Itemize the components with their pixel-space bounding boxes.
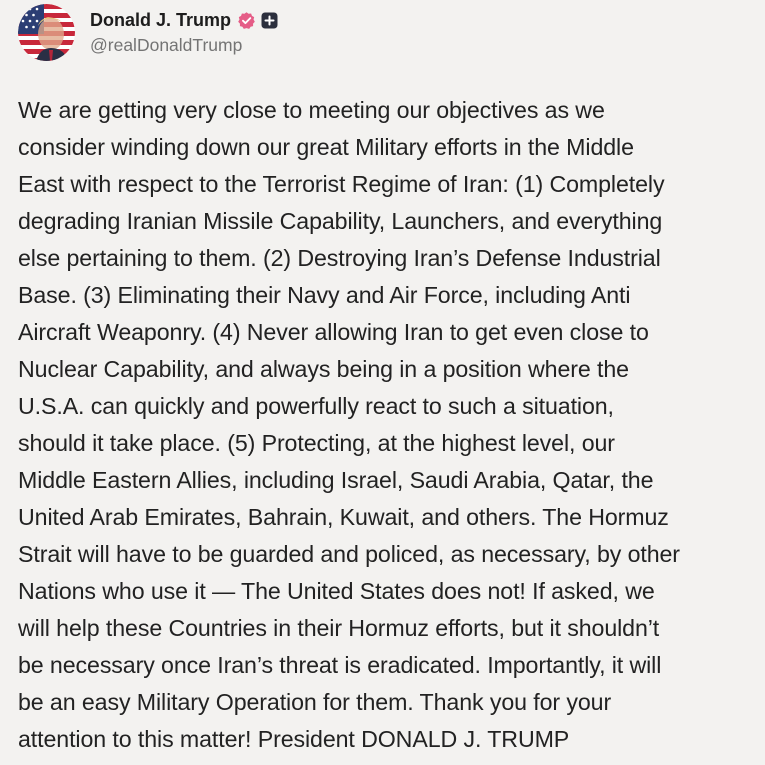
post-text-line: should it take place. (5) Protecting, at the highest level, our: [18, 430, 615, 456]
post-text-line: Nuclear Capability, and always being in a position where the: [18, 356, 629, 382]
verified-badge-icon: [237, 11, 256, 30]
post-text-line: Aircraft Weaponry. (4) Never allowing Iran to get even close to: [18, 319, 649, 345]
author-handle[interactable]: @realDonaldTrump: [90, 35, 243, 55]
name-row: [90, 8, 278, 32]
post-text-line: else pertaining to them. (2) Destroying Iran’s Defense Industrial: [18, 245, 661, 271]
plus-badge-icon: [261, 12, 278, 29]
avatar[interactable]: [18, 4, 75, 61]
author-identity: [90, 8, 278, 56]
post-text-line: attention to this matter! President DONALD J. TRUMP: [18, 726, 570, 752]
post-header: [18, 2, 278, 62]
post-text-line: United Arab Emirates, Bahrain, Kuwait, and others. The Hormuz: [18, 504, 669, 530]
post-text-line: Strait will have to be guarded and policed, as necessary, by other: [18, 541, 680, 567]
post-text-line: consider winding down our great Military efforts in the Middle: [18, 134, 634, 160]
post-text-line: will help these Countries in their Hormuz efforts, but it shouldn’t: [18, 615, 660, 641]
post-text-line: Base. (3) Eliminating their Navy and Air Force, including Anti: [18, 282, 631, 308]
flag-avatar-icon: [18, 4, 75, 61]
author-display-name[interactable]: Donald J. Trump: [90, 9, 232, 30]
post-text-line: be an easy Military Operation for them. Thank you for your: [18, 689, 612, 715]
post-body: [18, 92, 758, 758]
post-text-line: U.S.A. can quickly and powerfully react to such a situation,: [18, 393, 614, 419]
post-text-line: Nations who use it — The United States does not! If asked, we: [18, 578, 655, 604]
post-text-line: be necessary once Iran’s threat is eradicated. Importantly, it will: [18, 652, 662, 678]
post-text-line: We are getting very close to meeting our objectives as we: [18, 97, 605, 123]
post-text-line: Middle Eastern Allies, including Israel, Saudi Arabia, Qatar, the: [18, 467, 654, 493]
post-text-line: degrading Iranian Missile Capability, Launchers, and everything: [18, 208, 663, 234]
post-text-line: East with respect to the Terrorist Regime of Iran: (1) Completely: [18, 171, 665, 197]
